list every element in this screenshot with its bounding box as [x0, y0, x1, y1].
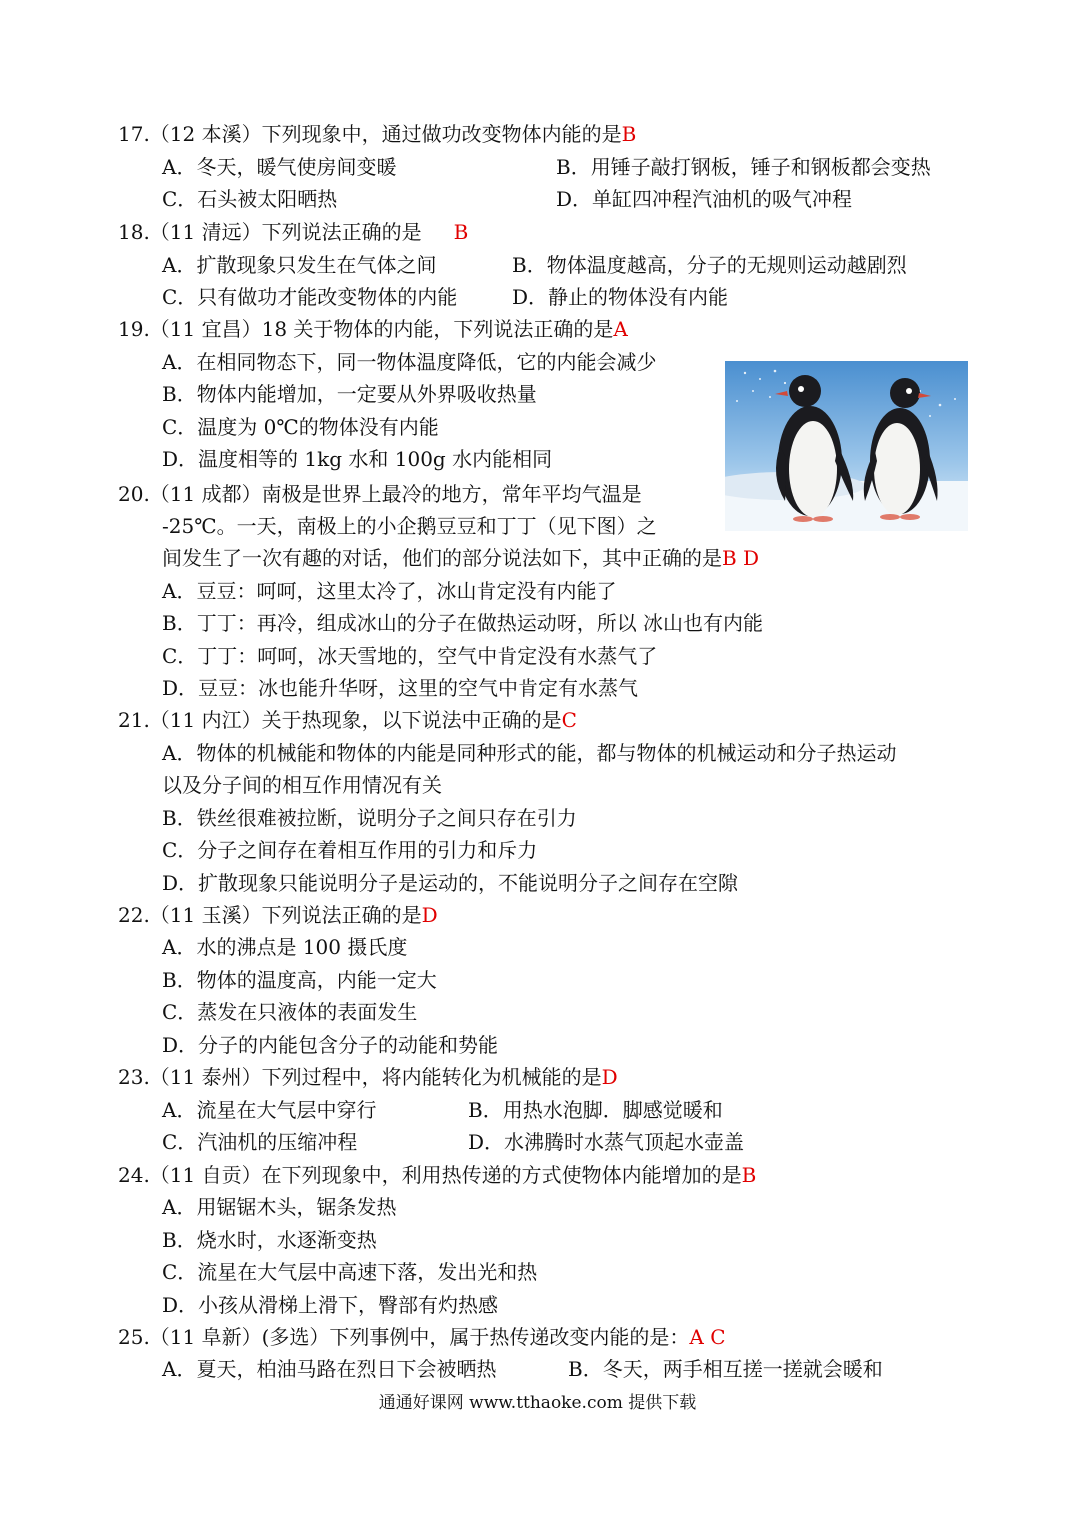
q24-option-b: B．烧水时，水逐渐变热 — [162, 1228, 377, 1252]
q17-option-c: C．石头被太阳晒热 — [162, 187, 338, 211]
q18-option-b: B．物体温度越高，分子的无规则运动越剧烈 — [512, 253, 907, 277]
q23-answer: D — [601, 1065, 618, 1089]
q23-option-c: C．汽油机的压缩冲程 — [162, 1130, 358, 1154]
q19-option-a: A．在相同物态下，同一物体温度降低，它的内能会减少 — [162, 350, 657, 374]
q20-option-d: D．豆豆：冰也能升华呀，这里的空气中肯定有水蒸气 — [162, 676, 639, 700]
q22-option-a: A．水的沸点是 100 摄氏度 — [162, 935, 408, 959]
q21-option-d: D．扩散现象只能说明分子是运动的，不能说明分子之间存在空隙 — [162, 871, 739, 895]
q21-option-b: B．铁丝很难被拉断，说明分子之间只存在引力 — [162, 806, 577, 830]
q18-option-c: C．只有做功才能改变物体的内能 — [162, 285, 458, 309]
q25-option-b: B．冬天，两手相互搓一搓就会暖和 — [568, 1357, 883, 1381]
q17-stem: 17.（12 本溪）下列现象中，通过做功改变物体内能的是B — [118, 122, 637, 146]
q18-option-a: A．扩散现象只发生在气体之间 — [162, 253, 437, 277]
q22-stem: 22.（11 玉溪）下列说法正确的是D — [118, 903, 438, 927]
q20-stem-line1: 20.（11 成都）南极是世界上最冷的地方，常年平均气温是 — [118, 482, 642, 506]
q21-stem: 21.（11 内江）关于热现象，以下说法中正确的是C — [118, 708, 577, 732]
q20-option-b: B．丁丁：再冷，组成冰山的分子在做热运动呀，所以 冰山也有内能 — [162, 611, 764, 635]
q17-option-a: A．冬天，暖气使房间变暖 — [162, 155, 397, 179]
q20-option-c: C．丁丁：呵呵，冰天雪地的，空气中肯定没有水蒸气了 — [162, 644, 658, 668]
q18-option-d: D．静止的物体没有内能 — [512, 285, 729, 309]
q23-stem: 23.（11 泰州）下列过程中，将内能转化为机械能的是D — [118, 1065, 618, 1089]
q18-answer: B — [453, 220, 469, 244]
q20-option-a: A．豆豆：呵呵，这里太冷了，冰山肯定没有内能了 — [162, 579, 617, 603]
q22-option-d: D．分子的内能包含分子的动能和势能 — [162, 1033, 499, 1057]
q24-stem: 24.（11 自贡）在下列现象中，利用热传递的方式使物体内能增加的是B — [118, 1163, 757, 1187]
penguins-photo — [725, 361, 968, 531]
q20-stem-line3: 间发生了一次有趣的对话，他们的部分说法如下，其中正确的是B D — [162, 546, 760, 570]
q19-answer: A — [613, 317, 628, 341]
q25-answer: A C — [689, 1325, 726, 1349]
q24-answer: B — [741, 1163, 757, 1187]
q19-option-d: D．温度相等的 1kg 水和 100g 水内能相同 — [162, 447, 553, 471]
q23-option-b: B．用热水泡脚．脚感觉暖和 — [468, 1098, 723, 1122]
q23-option-d: D．水沸腾时水蒸气顶起水壶盖 — [468, 1130, 745, 1154]
q17-option-b: B．用锤子敲打钢板，锤子和钢板都会变热 — [556, 155, 931, 179]
q23-option-a: A．流星在大气层中穿行 — [162, 1098, 377, 1122]
q22-option-c: C．蒸发在只液体的表面发生 — [162, 1000, 418, 1024]
q21-option-a-line2: 以及分子间的相互作用情况有关 — [162, 773, 442, 797]
q24-option-c: C．流星在大气层中高速下落，发出光和热 — [162, 1260, 538, 1284]
q24-option-d: D．小孩从滑梯上滑下，臀部有灼热感 — [162, 1293, 499, 1317]
page-footer: 通通好课网 www.tthaoke.com 提供下载 — [378, 1393, 697, 1413]
q21-answer: C — [561, 708, 577, 732]
q25-option-a: A．夏天，柏油马路在烈日下会被晒热 — [162, 1357, 497, 1381]
q24-option-a: A．用锯锯木头，锯条发热 — [162, 1195, 397, 1219]
q21-option-a-line1: A．物体的机械能和物体的内能是同种形式的能，都与物体的机械运动和分子热运动 — [162, 741, 897, 765]
q18-stem: 18.（11 清远）下列说法正确的是 B — [118, 220, 469, 244]
q22-option-b: B．物体的温度高，内能一定大 — [162, 968, 437, 992]
q20-answer: B D — [722, 546, 760, 570]
q19-option-c: C．温度为 0℃的物体没有内能 — [162, 415, 439, 439]
q21-option-c: C．分子之间存在着相互作用的引力和斥力 — [162, 838, 538, 862]
q20-stem-line2: -25℃。一天，南极上的小企鹅豆豆和丁丁（见下图）之 — [162, 514, 657, 538]
q25-stem: 25.（11 阜新）(多选）下列事例中，属于热传递改变内能的是：A C — [118, 1325, 726, 1349]
q17-option-d: D．单缸四冲程汽油机的吸气冲程 — [556, 187, 853, 211]
q19-option-b: B．物体内能增加，一定要从外界吸收热量 — [162, 382, 537, 406]
q19-stem: 19.（11 宜昌）18 关于物体的内能，下列说法正确的是A — [118, 317, 628, 341]
q22-answer: D — [421, 903, 438, 927]
q17-answer: B — [621, 122, 637, 146]
